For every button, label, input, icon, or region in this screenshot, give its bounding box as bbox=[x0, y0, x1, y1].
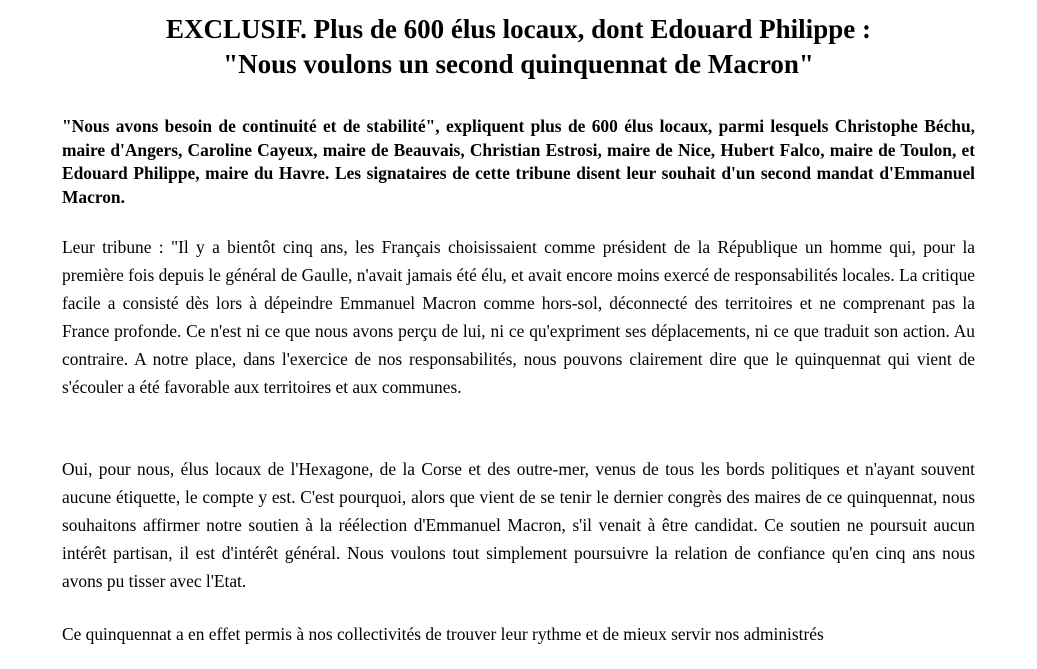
article-title bbox=[0, 12, 1037, 82]
article-title-line-2: "Nous voulons un second quinquennat de Macron" bbox=[223, 49, 814, 79]
article-paragraph-1: Leur tribune : "Il y a bientôt cinq ans, les Français choisissaient comme président de la République un homme qui, pour la première fois depuis le général de Gaulle, n'avait jamais été élu, et avait encore moins exercé de responsabilités locales. La critique facile a consisté dès lors à dépeindre Emmanuel Macron comme hors-sol, déconnecté des territoires et ne comprenant pas la France profonde. Ce n'est ni ce que nous avons perçu de lui, ni ce qu'expriment ses déplacements, ni ce que traduit son action. Au contraire. A notre place, dans l'exercice de nos responsabilités, nous pouvons clairement dire que le quinquennat qui vient de s'écouler a été favorable aux territoires et aux communes. bbox=[62, 237, 975, 397]
article-paragraph-2: Oui, pour nous, élus locaux de l'Hexagone, de la Corse et des outre-mer, venus de tous les bords politiques et n'ayant souvent aucune étiquette, le compte y est. C'est pourquoi, alors que vient de se tenir le dernier congrès des maires de ce quinquennat, nous souhaitons affirmer notre soutien à la réélection d'Emmanuel Macron, s'il venait à être candidat. Ce soutien ne poursuit aucun intérêt partisan, il est d'intérêt général. Nous voulons tout simplement poursuivre la relation de confiance qu'en cinq ans nous avons pu tisser avec l'Etat. bbox=[62, 459, 975, 591]
article-lead: "Nous avons besoin de continuité et de stabilité", expliquent plus de 600 élus locaux, parmi lesquels Christophe Béchu, maire d'Angers, Caroline Cayeux, maire de Beauvais, Christian Estrosi, maire de Nice, Hubert Falco, maire de Toulon, et Edouard Philippe, maire du Havre. Les signataires de cette tribune disent leur souhait d'un second mandat d'Emmanuel Macron. bbox=[62, 116, 975, 207]
article-paragraph-3: Ce quinquennat a en effet permis à nos collectivités de trouver leur rythme et de mieux servir nos administrés bbox=[62, 624, 824, 644]
article-title-line-1: EXCLUSIF. Plus de 600 élus locaux, dont Edouard Philippe : bbox=[166, 14, 871, 44]
